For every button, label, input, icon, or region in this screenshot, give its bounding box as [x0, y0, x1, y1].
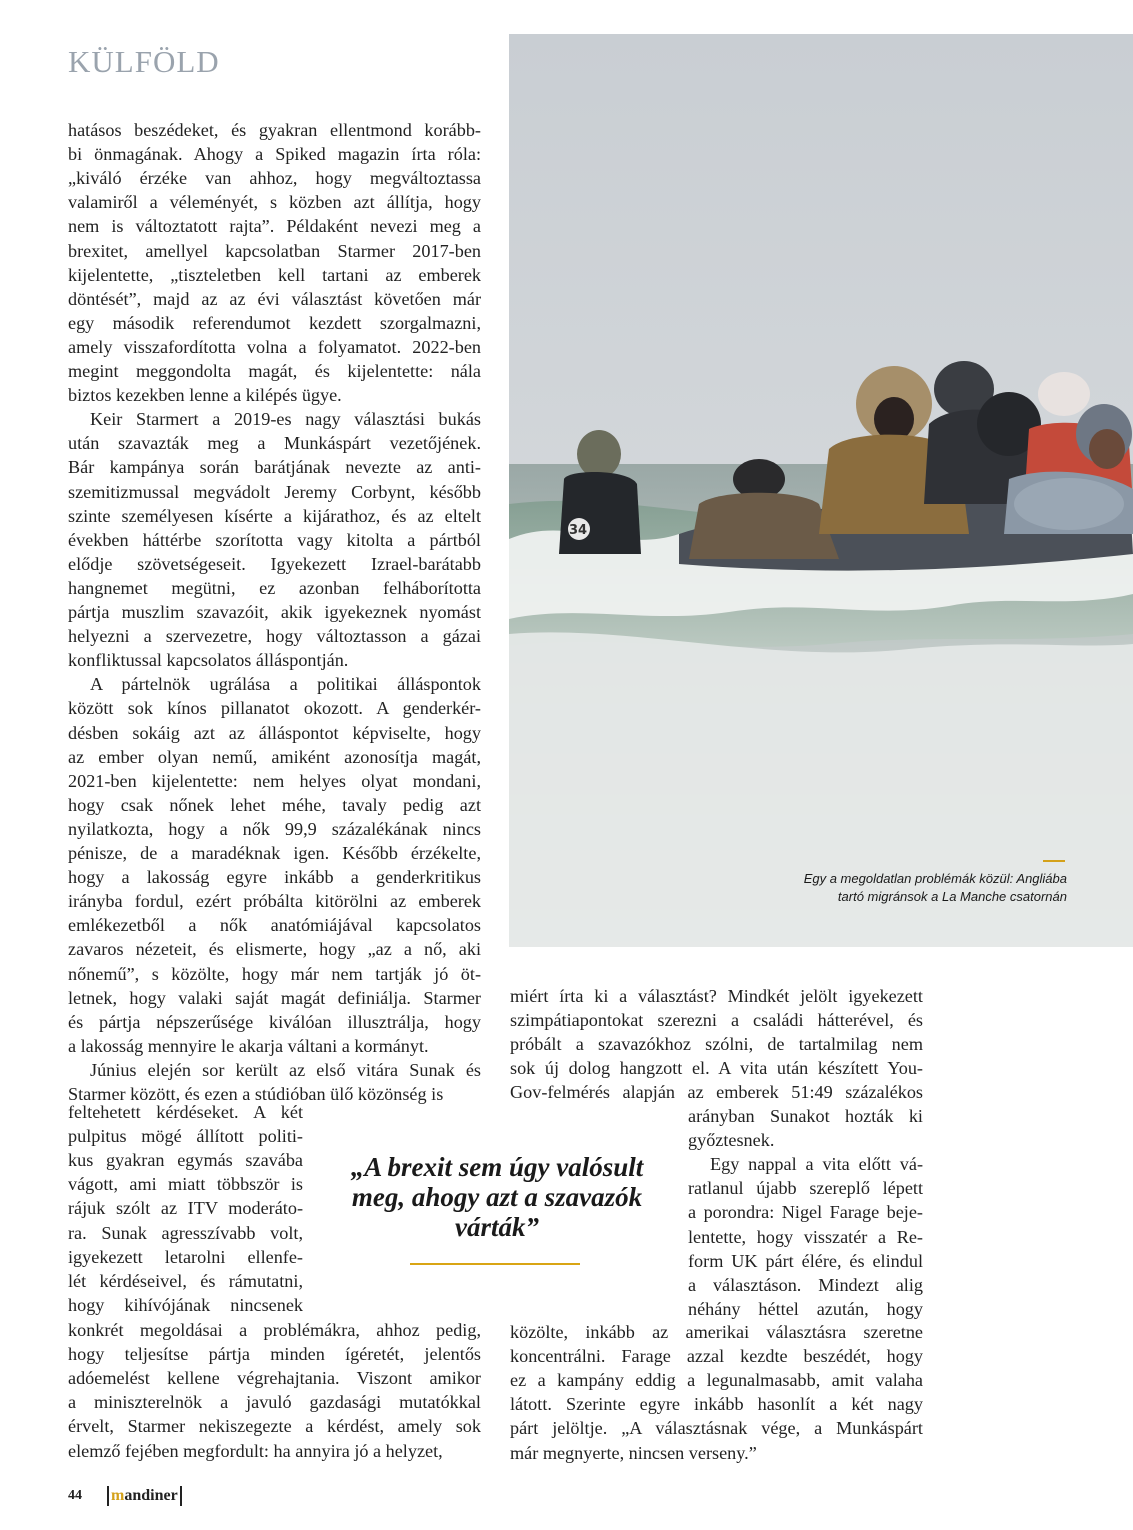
- text-line: nőnemű”, s közölte, hogy már nem tartják jó öt-: [68, 963, 481, 984]
- text-line: a választáson. Mindezt alig: [688, 1274, 923, 1295]
- text-line: a miniszterelnök a javuló gazdasági mutatókkal: [68, 1392, 481, 1413]
- jersey-number: 34: [569, 523, 588, 538]
- text-line: hogy csak nőnek lehet méhe, tavaly pedig azt: [68, 794, 481, 815]
- logo-text: andiner: [124, 1487, 178, 1504]
- text-line: helyezni a szervezetre, hogy változtasson a gázai: [68, 626, 481, 647]
- text-line: hangnemet megütni, ez azonban felháborította: [68, 577, 481, 598]
- text-line: arányban Sunakot hozták ki: [688, 1106, 923, 1126]
- text-line: már megnyerte, nincsen verseny.”: [510, 1442, 757, 1463]
- text-line: 2021-ben kijelentette: nem helyes olyat mondani,: [68, 770, 481, 791]
- mandiner-logo: [107, 1486, 182, 1506]
- text-line: elemző fejében megfordult: ha annyira jó a helyzet,: [68, 1440, 443, 1461]
- text-line: Gov-felmérés alapján az emberek 51:49 százalékos: [510, 1082, 923, 1103]
- pull-quote: „A brexit sem úgy valósult meg, ahogy azt a szavazók várták”: [350, 1152, 644, 1242]
- text-line: nem is változtatott rajta”. Példaként nevezi meg a: [68, 216, 481, 237]
- photo-caption-line1: Egy a megoldatlan problémák közül: Angliába: [803, 871, 1067, 886]
- text-line: szemitizmussal megvádolt Jeremy Corbynt, később: [68, 481, 481, 502]
- text-line: pénisze, de a maradéknak igen. Később érzékelte,: [68, 843, 481, 863]
- article-photo: [509, 34, 1133, 947]
- text-line: néhány héttel azután, hogy: [688, 1298, 923, 1319]
- text-line: érvelt, Starmer nekiszegezte a kérdést, amely sok: [68, 1416, 481, 1437]
- text-line: egy második referendumot kezdett szorgalmazni,: [68, 312, 481, 333]
- text-line: konkrét megoldásai a problémákra, ahhoz pedig,: [68, 1320, 481, 1340]
- photo-caption-line2: tartó migránsok a La Manche csatornán: [837, 889, 1067, 904]
- text-line: brexitet, amellyel kapcsolatban Starmer 2017-ben: [68, 240, 481, 261]
- text-line: igyekezett letarolni ellenfe-: [68, 1246, 303, 1267]
- text-line: közölte, inkább az amerikai választásra szeretne: [510, 1322, 923, 1342]
- text-line: irányba fordul, ezért próbálta kitörölni az emberek: [68, 891, 481, 912]
- text-line: lentette, hogy visszatér a Re-: [688, 1226, 923, 1247]
- pull-quote-rule: [410, 1263, 580, 1265]
- text-line: pulpitus mögé állított politi-: [68, 1126, 303, 1147]
- text-line: győztesnek.: [688, 1130, 775, 1151]
- text-line: vágott, ami miatt többször is: [68, 1174, 303, 1195]
- text-line: megint meggondolta magát, és kijelentette: nála: [68, 361, 481, 381]
- caption-rule: [1043, 860, 1065, 862]
- text-line: adóemelést kellene végrehajtania. Viszont amikor: [68, 1368, 481, 1389]
- text-line: szimpátiapontokat szerezni a családi hátterével, és: [510, 1010, 923, 1031]
- text-line: form UK párt élére, és elindul: [688, 1250, 923, 1271]
- text-line: ratlanul újabb szereplő lépett: [688, 1178, 923, 1199]
- text-line: Starmer között, és ezen a stúdióban ülő közönség is: [68, 1084, 444, 1104]
- text-line: lét kérdéseivel, és rámutatni,: [68, 1270, 303, 1291]
- text-line: az ember olyan nemű, amiként azonosítja magát,: [68, 746, 481, 767]
- text-line: nyilatkozta, hogy a nők 99,9 százalékának nincs: [68, 818, 481, 839]
- text-line: párt jelöltje. „A választásnak vége, a Munkáspárt: [510, 1418, 923, 1439]
- text-line: szinte személyesen kísérte a kijárathoz, és az eltelt: [68, 505, 481, 526]
- text-line: sok új dolog hangzott el. A vita után készített You-: [510, 1058, 923, 1079]
- text-line: hogy kihívójának nincsenek: [68, 1294, 303, 1315]
- text-line: években háttérbe szorította vagy kitolta a pártból: [68, 529, 481, 550]
- photo-caption: [804, 870, 1067, 906]
- text-line: hatásos beszédeket, és gyakran ellentmond korább-: [68, 120, 481, 140]
- text-line: próbált a szavazókhoz szólni, de tartalmilag nem: [510, 1034, 923, 1055]
- text-line: désben sokáig azt az álláspontot képviselte, hogy: [68, 722, 481, 743]
- text-line: zavaros nézeteit, és elismerte, hogy „az a nő, aki: [68, 939, 481, 960]
- text-line: hogy teljesítse pártja minden ígéretét, jelentős: [68, 1344, 481, 1365]
- text-line: feltehetett kérdéseket. A két: [68, 1102, 303, 1122]
- text-line: valamiről a véleményét, s közben azt állítja, hogy: [68, 192, 481, 213]
- text-line: között sok kínos pillanatot okozott. A genderkér-: [68, 698, 481, 719]
- text-line: a porondra: Nigel Farage beje-: [688, 1202, 923, 1223]
- text-line: és pártja népszerűsége kiválóan illusztrálja, hogy: [68, 1011, 481, 1032]
- text-line: Keir Starmert a 2019-es nagy választási bukás: [90, 409, 481, 430]
- text-line: A pártelnök ugrálása a politikai álláspontok: [90, 674, 481, 695]
- text-line: konfliktussal kapcsolatos álláspontján.: [68, 650, 349, 671]
- text-line: látott. Szerinte egyre inkább hasonlít a két nagy: [510, 1394, 923, 1415]
- logo-accent-letter: m: [111, 1487, 125, 1504]
- text-line: ra. Sunak agresszívabb volt,: [68, 1222, 303, 1243]
- text-line: koncentrálni. Farage azzal kezdte beszédét, hogy: [510, 1346, 923, 1367]
- text-line: rájuk szólt az ITV moderáto-: [68, 1198, 303, 1219]
- text-line: miért írta ki a választást? Mindkét jelölt igyekezett: [510, 986, 923, 1006]
- text-line: bi önmagának. Ahogy a Spiked magazin írta róla:: [68, 144, 481, 165]
- text-line: kijelentette, „tiszteletben kell tartani az emberek: [68, 264, 481, 285]
- text-line: biztos kezekben lenne a kilépés ügye.: [68, 385, 342, 406]
- text-line: ez a kampány eddig a legunalmasabb, amit valaha: [510, 1370, 923, 1391]
- text-line: pártja muszlim szavazóit, akik igyekeznek nyomást: [68, 602, 481, 622]
- text-line: után szavazták meg a Munkáspárt vezetőjének.: [68, 433, 481, 454]
- page-number: 44: [68, 1488, 82, 1503]
- section-label: KÜLFÖLD: [68, 44, 220, 79]
- text-line: kus gyakran egymás szavába: [68, 1150, 303, 1171]
- text-line: Bár kampánya során barátjának nevezte az anti-: [68, 457, 481, 478]
- text-line: emlékezetből a nők anatómiájával kapcsolatos: [68, 915, 481, 936]
- text-line: döntését”, majd az az évi választást követően már: [68, 288, 481, 309]
- text-line: hogy a lakosság egyre inkább a genderkritikus: [68, 867, 481, 888]
- text-line: a lakosság mennyire le akarja váltani a kormányt.: [68, 1035, 429, 1056]
- text-line: Egy nappal a vita előtt vá-: [710, 1154, 923, 1175]
- text-line: elődje szövetségeseit. Igyekezett Izrael-barátabb: [68, 553, 481, 574]
- text-line: amely visszafordította volna a folyamatot. 2022-ben: [68, 336, 481, 357]
- text-line: Június elején sor került az első vitára Sunak és: [90, 1059, 481, 1080]
- text-line: „kiváló érzéke van ahhoz, hogy megváltoztassa: [68, 168, 481, 189]
- text-line: letnek, hogy valaki saját magát definiálja. Starmer: [68, 987, 481, 1008]
